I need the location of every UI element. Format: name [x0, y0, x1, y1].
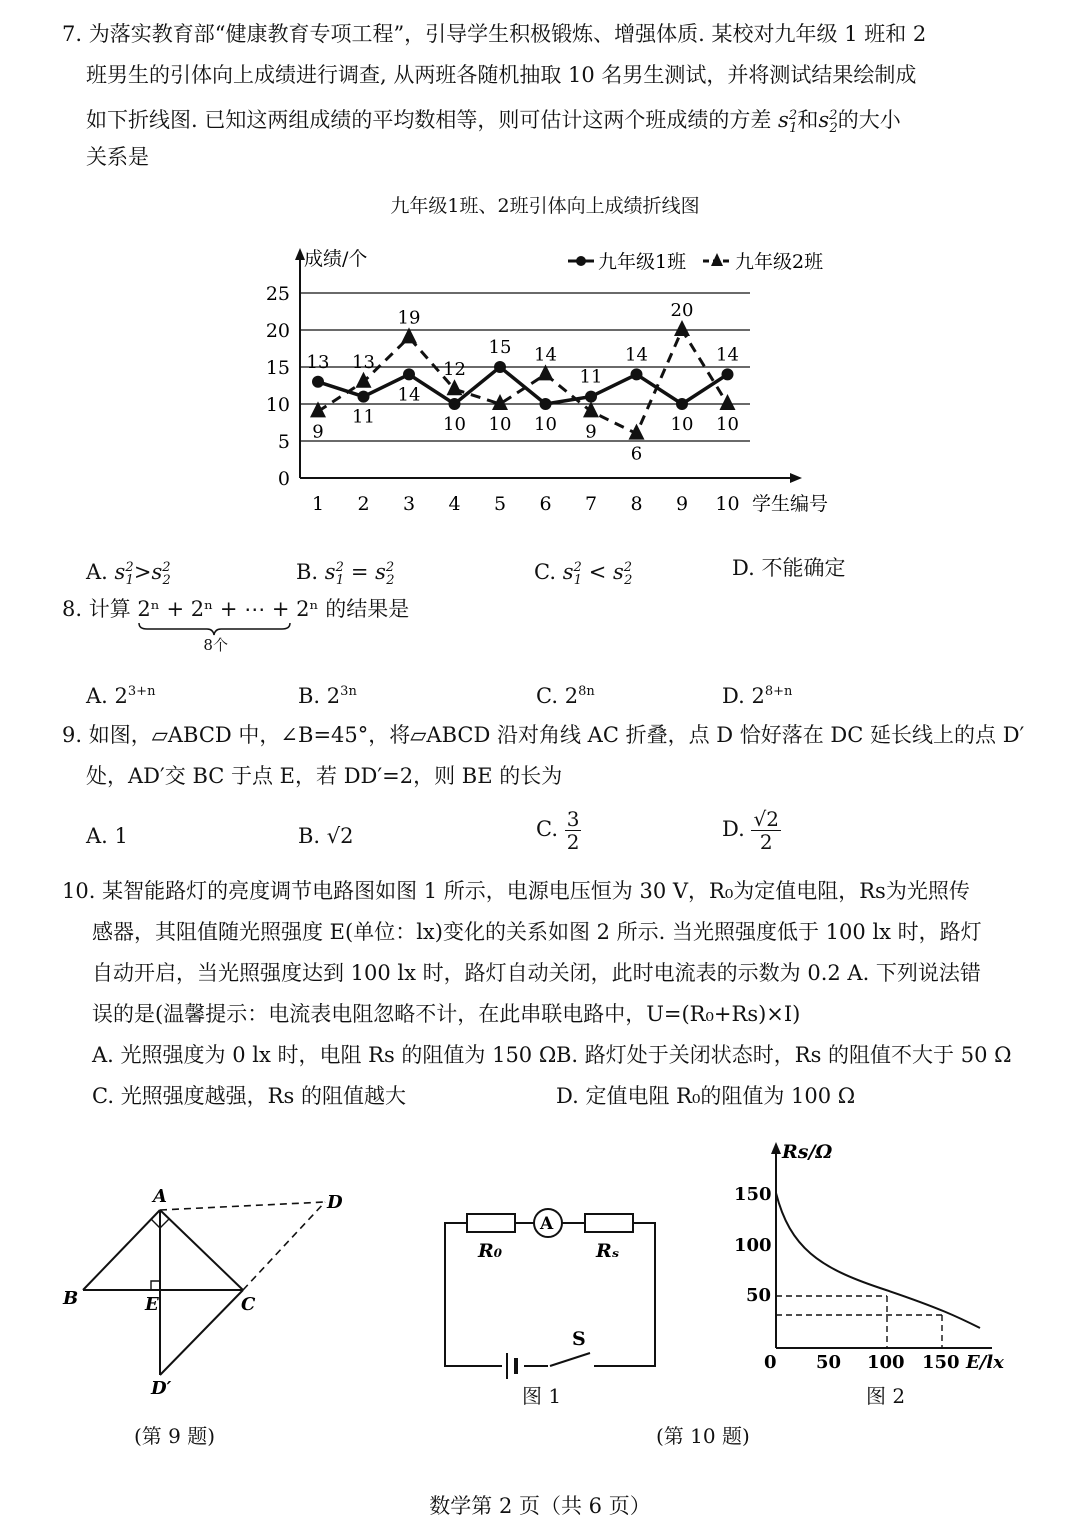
series-1-point — [494, 361, 506, 373]
chart-series — [307, 300, 739, 465]
y-axis-label: 成绩/个 — [304, 248, 368, 270]
x-tick-label: 3 — [402, 493, 416, 515]
q7-var-s2: $s^2_2$ — [818, 108, 838, 137]
q9-line-2: 处，AD′交 BC 于点 E，若 DD′=2，则 BE 的长为 — [86, 764, 563, 788]
q8-option-d[interactable]: D. $2^{8+n}$ — [722, 684, 793, 708]
series-2-data-label: 20 — [670, 300, 694, 321]
chart-title: 九年级1班、2班引体向上成绩折线图 — [390, 195, 700, 217]
legend-series-2-marker — [711, 253, 723, 266]
series-1-data-label: 13 — [306, 351, 330, 373]
x-tick-label: 4 — [448, 493, 461, 515]
series-2-point — [356, 372, 372, 388]
series-2-line — [318, 330, 728, 434]
series-1-data-label: 15 — [488, 337, 512, 358]
resistor-r0-icon — [467, 1214, 515, 1232]
series-2-point — [674, 320, 690, 336]
q9-option-a[interactable]: A. 1 — [86, 824, 128, 848]
q9-option-b[interactable]: B. √2 — [298, 824, 354, 848]
fig9-label-c: C — [241, 1294, 256, 1315]
q7-line-3-tail: 的大小 — [837, 108, 901, 132]
legend-series-1-marker — [576, 256, 586, 266]
fig9-label-d: D — [327, 1192, 343, 1213]
series-2-data-label: 12 — [443, 359, 466, 381]
series-1-data-label: 10 — [670, 414, 694, 435]
series-1-data-label: 11 — [579, 366, 603, 388]
series-2-data-label: 19 — [397, 307, 421, 329]
graph-ytick-100: 100 — [734, 1235, 772, 1256]
switch-label: S — [572, 1328, 586, 1350]
graph-xtick-0: 0 — [764, 1352, 777, 1373]
fig9-caption: (第 9 题) — [134, 1424, 216, 1448]
figure-10-graph — [730, 1138, 1020, 1378]
legend-series-1-label: 九年级1班 — [598, 251, 687, 273]
q7-line-1: 7. 为落实教育部“健康教育专项工程”，引导学生积极锻炼、增强体质. 某校对九年级 1 班和 2 — [62, 22, 927, 46]
series-1-point — [631, 368, 643, 380]
q8-option-c[interactable]: C. $2^{8n}$ — [536, 684, 595, 708]
series-1-point — [358, 391, 370, 403]
fig10-graph-caption: 图 2 — [866, 1384, 906, 1408]
fig10-circuit-caption: 图 1 — [522, 1384, 562, 1408]
q9-line-1: 9. 如图，▱ABCD 中，∠B=45°，将▱ABCD 沿对角线 AC 折叠，点 D 恰好落在 DC 延长线上的点 D′ — [62, 723, 1025, 747]
y-tick-label: 25 — [265, 283, 290, 305]
series-1-data-label: 14 — [397, 384, 421, 406]
x-tick-label: 10 — [715, 493, 740, 515]
q9-option-c[interactable]: C. $\frac{3}{2}$ — [536, 807, 580, 854]
x-tick-label: 7 — [584, 493, 598, 515]
graph-ylabel: Rs/Ω — [782, 1141, 833, 1163]
series-2-point — [720, 394, 736, 410]
resistor-rs-icon — [585, 1214, 633, 1232]
q7-option-c[interactable]: C. $s^2_1 < s^2_2$ — [534, 560, 633, 589]
q10-line-4: 误的是(温馨提示：电流表电阻忽略不计，在此串联电路中，U=(R₀+Rs)×I) — [92, 1002, 801, 1026]
series-1-point — [312, 376, 324, 388]
q8-brace-label: 8个 — [203, 636, 228, 654]
series-1-data-label: 14 — [716, 344, 739, 366]
q7-var-s1: $s^2_1$ — [778, 108, 798, 137]
graph-xtick-100: 100 — [867, 1352, 905, 1373]
y-tick-label: 5 — [277, 431, 290, 453]
x-axis-arrow-icon — [790, 473, 802, 483]
series-1-point — [722, 368, 734, 380]
q10-option-b[interactable]: B. 路灯处于关闭状态时，Rs 的阻值不大于 50 Ω — [556, 1043, 1012, 1067]
q7-line-2: 班男生的引体向上成绩进行调查, 从两班各随机抽取 10 名男生测试，并将测试结果绘制成 — [86, 63, 917, 87]
series-2-data-label: 10 — [488, 414, 512, 435]
q7-option-a[interactable]: A. $s^2_1>s^2_2$ — [86, 560, 171, 589]
x-tick-label: 2 — [357, 493, 370, 515]
q10-line-1: 10. 某智能路灯的亮度调节电路图如图 1 所示，电源电压恒为 30 V，R₀为定值电阻，Rs为光照传 — [62, 879, 970, 903]
q7-line-4: 关系是 — [86, 145, 149, 169]
q7-option-b[interactable]: B. $s^2_1 = s^2_2$ — [296, 560, 395, 589]
y-tick-label: 10 — [265, 394, 290, 416]
series-1-point — [403, 368, 415, 380]
q8-option-b[interactable]: B. $2^{3n}$ — [298, 684, 357, 708]
graph-ytick-150: 150 — [734, 1184, 772, 1205]
series-2-data-label: 14 — [534, 344, 557, 366]
graph-ytick-50: 50 — [746, 1285, 772, 1306]
y-tick-label: 15 — [265, 357, 290, 379]
x-tick-label: 5 — [493, 493, 507, 515]
series-2-data-label: 13 — [352, 351, 375, 373]
series-1-data-label: 14 — [625, 344, 648, 366]
graph-xtick-50: 50 — [816, 1352, 842, 1373]
q8-expression: 2ⁿ + 2ⁿ + ⋯ + 2ⁿ — [137, 597, 319, 621]
page-footer: 数学第 2 页（共 6 页） — [429, 1494, 651, 1518]
figure-10-circuit — [430, 1205, 670, 1380]
q7-line-3 — [86, 102, 901, 143]
x-tick-label: 9 — [675, 493, 689, 515]
q9-option-d[interactable]: D. $\frac{√2}{2}$ — [722, 807, 779, 854]
series-2-data-label: 6 — [630, 443, 643, 465]
series-2-data-label: 9 — [312, 421, 324, 443]
q8-prefix: 8. 计算 — [62, 597, 131, 621]
ammeter-label: A — [540, 1214, 554, 1234]
q7-and: 和 — [797, 108, 819, 132]
x-tick-label: 6 — [539, 493, 552, 515]
legend-series-2-label: 九年级2班 — [735, 251, 824, 273]
chart-axes — [266, 248, 828, 515]
q7-option-d[interactable]: D. 不能确定 — [732, 556, 846, 580]
series-1-data-label: 10 — [534, 414, 557, 435]
rs-label: Rₛ — [596, 1240, 620, 1262]
line-chart — [250, 238, 860, 528]
q7-line-3-text: 如下折线图. 已知这两组成绩的平均数相等，则可估计这两个班成绩的方差 — [86, 108, 772, 132]
q10-option-d[interactable]: D. 定值电阻 R₀的阻值为 100 Ω — [556, 1084, 856, 1108]
series-1-data-label: 11 — [352, 406, 375, 428]
y-tick-label: 0 — [277, 468, 290, 490]
series-1-point — [676, 398, 688, 410]
x-tick-label: 8 — [630, 493, 643, 515]
q8-option-a[interactable]: A. $2^{3+n}$ — [86, 684, 156, 708]
fig9-label-dprime: D′ — [151, 1378, 172, 1399]
q10-option-c[interactable]: C. 光照强度越强，Rs 的阻值越大 — [92, 1084, 406, 1108]
x-axis-label: 学生编号 — [752, 493, 829, 515]
series-2-data-label: 9 — [585, 421, 597, 443]
series-1-line — [318, 367, 728, 404]
chart-legend — [568, 251, 823, 273]
fig10-caption: (第 10 题) — [656, 1424, 750, 1448]
chart-container — [250, 192, 850, 220]
series-1-point — [585, 391, 597, 403]
series-2-data-label: 10 — [716, 414, 739, 435]
q8-suffix: 的结果是 — [325, 597, 410, 621]
q8-stem — [62, 595, 410, 654]
graph-xlabel: E/lx — [966, 1352, 1004, 1373]
y-tick-label: 20 — [265, 320, 290, 342]
series-1-data-label: 10 — [443, 414, 466, 435]
x-tick-label: 1 — [311, 493, 325, 515]
fig9-label-b: B — [63, 1288, 79, 1309]
r0-label: R₀ — [478, 1240, 503, 1262]
q10-line-2: 感器，其阻值随光照强度 E(单位：lx)变化的关系如图 2 所示. 当光照强度低于 100 lx 时，路灯 — [92, 920, 982, 944]
figure-9-parallelogram — [55, 1180, 355, 1400]
q10-line-3: 自动开启，当光照强度达到 100 lx 时，路灯自动关闭，此时电流表的示数为 0.2 A. 下列说法错 — [92, 961, 981, 985]
rs-curve — [776, 1193, 980, 1328]
q10-option-a[interactable]: A. 光照强度为 0 lx 时，电阻 Rs 的阻值为 150 Ω — [92, 1043, 557, 1067]
graph-xtick-150: 150 — [922, 1352, 960, 1373]
fig9-label-e: E — [145, 1294, 159, 1315]
series-1-point — [540, 398, 552, 410]
series-1-point — [449, 398, 461, 410]
fig9-label-a: A — [153, 1186, 167, 1207]
